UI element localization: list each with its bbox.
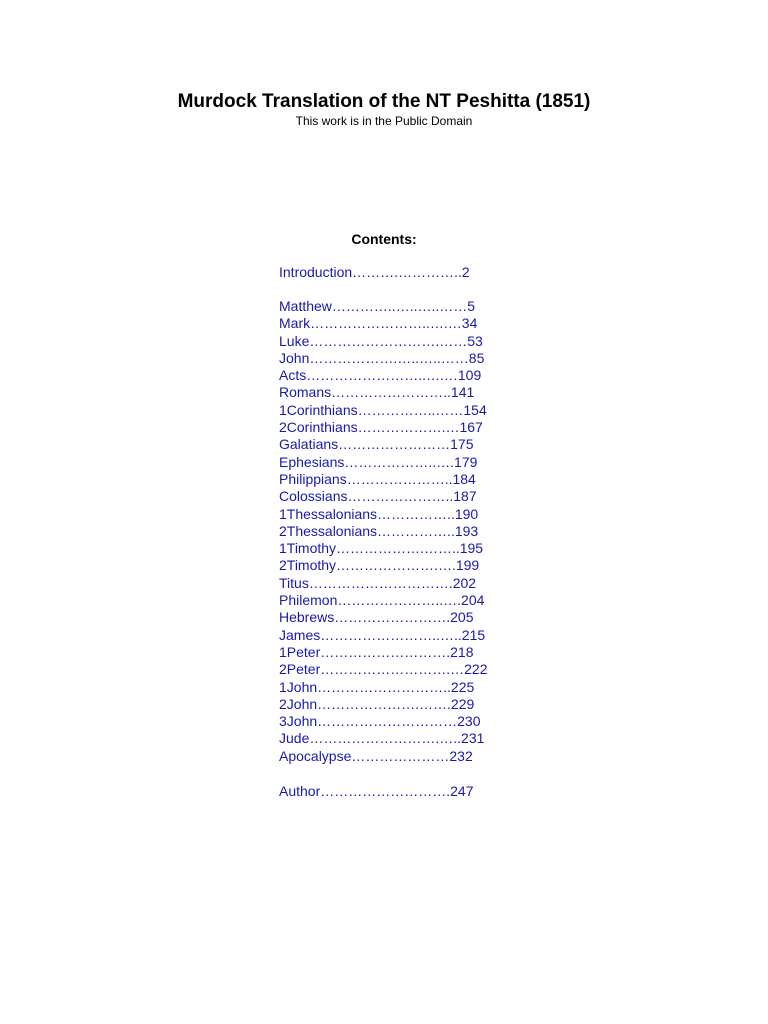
- toc-entry-romans[interactable]: Romans……………………..141: [279, 384, 475, 401]
- toc-introduction-section: [279, 264, 493, 281]
- toc-entry-philemon[interactable]: Philemon…………………..….204: [279, 592, 485, 609]
- toc-entry-colossians[interactable]: Colossians…………………..187: [279, 488, 477, 505]
- toc-entry-ephesians[interactable]: Ephesians………………..….179: [279, 453, 478, 470]
- toc-entry-1thessalonians[interactable]: 1Thessalonians……………..190: [279, 505, 479, 522]
- toc-entry-acts[interactable]: Acts……………………..….…109: [279, 367, 482, 384]
- toc-author-section: [279, 783, 493, 800]
- toc-entry-jude[interactable]: Jude……………………….…..231: [279, 730, 485, 747]
- toc-entry-2thessalonians[interactable]: 2Thessalonians……………..193: [279, 522, 479, 539]
- toc-entry-3john[interactable]: 3John…………………………230: [279, 713, 481, 730]
- toc-entry-apocalypse[interactable]: Apocalypse…………………232: [279, 747, 473, 764]
- toc-entry-1timothy[interactable]: 1Timothy……………….……..195: [279, 540, 484, 557]
- toc-entry-galatians[interactable]: Galatians……………………175: [279, 436, 474, 453]
- document-title: Murdock Translation of the NT Peshitta (1851): [177, 91, 591, 112]
- toc-entry-hebrews[interactable]: Hebrews…………………….205: [279, 609, 474, 626]
- toc-entry-john[interactable]: John……………….…..…..……85: [279, 349, 485, 366]
- toc-entry-matthew[interactable]: Matthew…………..…..…..……5: [279, 298, 476, 314]
- toc-books-section: [279, 298, 493, 765]
- contents-heading: Contents:: [351, 231, 417, 247]
- toc-entry-1peter[interactable]: 1Peter……………………….218: [279, 643, 474, 660]
- toc-entry-2corinthians[interactable]: 2Corinthians……………….…167: [279, 419, 483, 436]
- toc-entry-author[interactable]: Author……………………….247: [279, 783, 474, 799]
- toc-entry-2john[interactable]: 2John………………….…….229: [279, 695, 475, 712]
- toc-entry-philippians[interactable]: Philippians…………………..184: [279, 470, 476, 487]
- toc-entry-1john[interactable]: 1John………………………..225: [279, 678, 475, 695]
- toc-entry-luke[interactable]: Luke……………………….……53: [279, 332, 483, 349]
- toc-entry-titus[interactable]: Titus………………………….202: [279, 574, 477, 591]
- toc-entry-mark[interactable]: Mark……………………..….…34: [279, 315, 478, 332]
- toc-entry-2timothy[interactable]: 2Timothy………………….….199: [279, 557, 480, 574]
- toc-entry-introduction[interactable]: Introduction……….…………..2: [279, 264, 470, 280]
- toc-entry-james[interactable]: James……………………..…..215: [279, 626, 486, 643]
- toc-entry-2peter[interactable]: 2Peter……………………….…222: [279, 661, 488, 678]
- document-subtitle: This work is in the Public Domain: [295, 114, 473, 128]
- toc-entry-1corinthians[interactable]: 1Corinthians……………..……154: [279, 401, 487, 418]
